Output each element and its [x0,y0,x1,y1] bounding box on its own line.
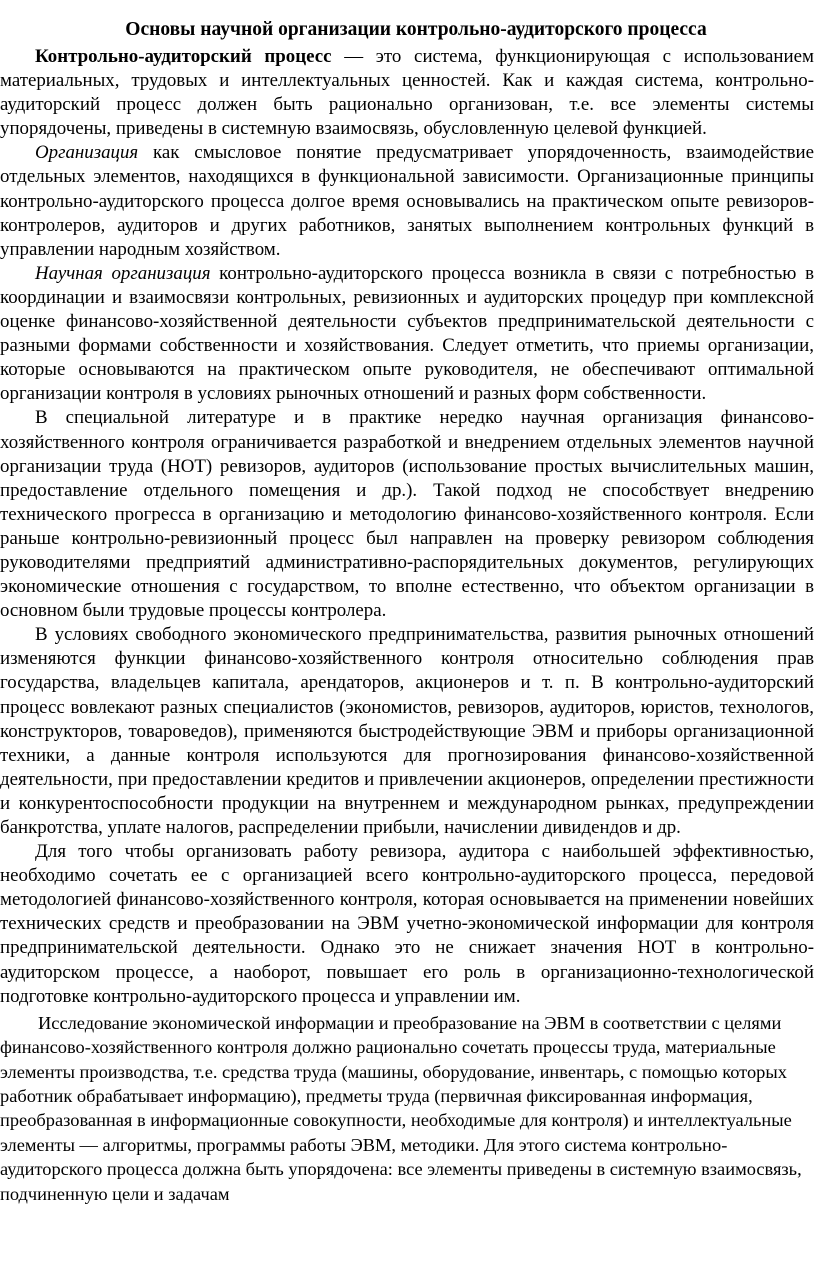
paragraph-3 [0,262,814,407]
term-control-audit-process: Контрольно-аудиторский процесс [35,46,332,67]
paragraph-6: Для того чтобы организовать работу ревизора, аудитора с наибольшей эффективностью, необходимо сочетать ее с организацией всего контрольно-аудиторского процесса, передовой методологией финансово-хозяйственного контроля, которая основывается на применении новейших технических средств и преобразовании на ЭВМ учетно-экономической информации для контроля предпринимательской деятельности. Однако это не снижает значения НОТ в контрольно-аудиторском процессе, а наоборот, повышает его роль в организационно-технологической подготовке контрольно-аудиторского процесса и управлении им. [0,841,814,1007]
paragraph-1-text: — это система, функционирующая с использованием материальных, трудовых и интеллектуальных ценностей. Как и каждая система, контрольно-аудиторский процесс должен быть рационально организован, т.е. все элементы системы упорядочены, приведены в системную взаимосвязь, обусловленную целевой функцией. [0,46,814,140]
paragraph-7: Исследование экономической информации и преобразование на ЭВМ в соответствии с целями финансово-хозяйственного контроля должно рационально сочетать процессы труда, материальные элементы производства, т.е. средства труда (машины, оборудование, инвентарь, с помощью которых работник обрабатывает информацию), предметы труда (первичная фиксированная информация, преобразованная в информационные совокупности, необходимые для контроля) и интеллектуальные элементы — алгоритмы, программы работы ЭВМ, методики. Для этого система контрольно-аудиторского процесса должна быть упорядочена: все элементы приведены в системную взаимосвязь, подчиненную цели и задачам [0,1012,802,1204]
paragraph-1 [0,45,814,141]
paragraph-2-text: как смысловое понятие предусматривает упорядоченность, взаимодействие отдельных элементов, находящихся в функциональной зависимости. Организационные принципы контрольно-аудиторского процесса долгое время основывались на практическом опыте ревизоров-контролеров, аудиторов и других работников, занятых выполнением контрольных функций в управлении народным хозяйством. [0,142,814,260]
term-organization: Организация [35,142,139,164]
paragraph-4: В специальной литературе и в практике нередко научная организация финансово-хозяйственного контроля ограничивается разработкой и внедрением отдельных элементов научной организации труда (НОТ) ревизоров, аудиторов (использование простых вычислительных машин, предоставление отдельного помещения и др.). Такой подход не способствует внедрению технического прогресса в организацию и методологию финансово-хозяйственного контроля. Если раньше контрольно-ревизионный процесс был направлен на проверку ревизором соблюдения руководителями предприятий административно-распорядительных документов, регулирующих экономические отношения с государством, то вполне естественно, что объектом организации в основном были трудовые процессы контролера. [0,407,814,622]
paragraph-5: В условиях свободного экономического предпринимательства, развития рыночных отношений изменяются функции финансово-хозяйственного контроля относительно соблюдения прав государства, владельцев капитала, арендаторов, акционеров и т. п. В контрольно-аудиторский процесс вовлекают разных специалистов (экономистов, ревизоров, аудиторов, юристов, технологов, конструкторов, товароведов), применяются быстродействующие ЭВМ и приборы организационной техники, а данные контроля используются для прогнозирования финансово-хозяйственной деятельности, при предоставлении кредитов и привлечении акционеров, определении престижности и конкурентоспособности продукции на внутреннем и международном рынках, предупреждении банкротства, уплате налогов, распределении прибыли, начислении дивидендов и др. [0,624,814,838]
document-title: Основы научной организации контрольно-аудиторского процесса [125,19,707,40]
paragraph-3-text: контрольно-аудиторского процесса возникла в связи с потребностью в координации и взаимосвязи контрольных, ревизионных и аудиторских процедур при комплексной оценке финансово-хозяйственной деятельности субъектов предпринимательской деятельности с разными формами собственности и хозяйствования. Следует отметить, что приемы организации, которые основываются на практическом опыте руководителя, не обеспечивают оптимальной организации контроля в условиях рыночных отношений и разных форм собственности. [0,262,814,405]
paragraph-2 [0,141,814,261]
term-scientific-organization: Научная организация [35,262,211,284]
